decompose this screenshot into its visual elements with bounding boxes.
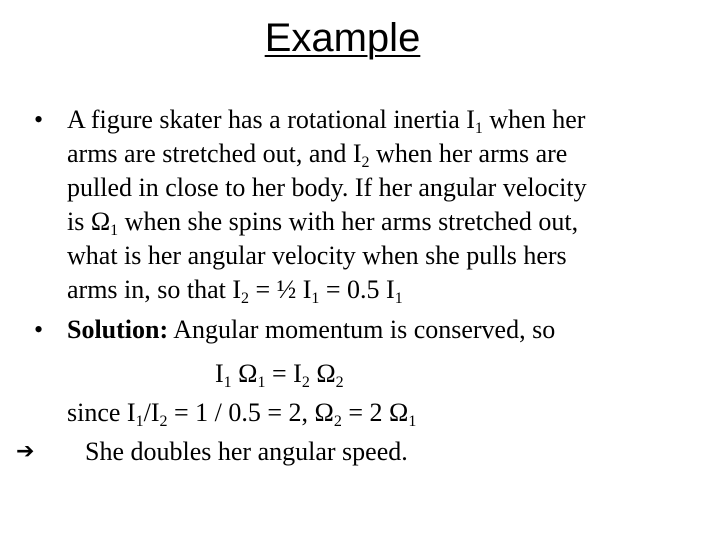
bullet-marker: • [34, 315, 44, 344]
bullet-text: arms are stretched out, and $I_2$ when her arms are [67, 139, 568, 171]
bullet-text: pulled in close to her body. If her angular velocity [67, 173, 587, 202]
bullet-text: arms in, so that $I_2$ = ½ $I_1 = 0.5$ $I_1$ [67, 275, 403, 307]
bullet-text: A figure skater has a rotational inertia $I_1$ when her [67, 105, 586, 137]
bullet-text: Solution: Angular momentum is conserved, so [67, 315, 556, 344]
bullet-text: is $\Omega_1$ when she spins with her arms stretched out, [67, 207, 579, 239]
equation: $I_1$ $\Omega_1 = I_2$ $\Omega_2$ [215, 359, 344, 391]
slide-title: Example [264, 16, 421, 60]
since-text: since $I_1/I_2 = 1 / 0.5 = 2$, $\Omega_2 = 2$ $\Omega_1$ [67, 398, 417, 430]
conclusion-text: She doubles her angular speed. [85, 437, 408, 466]
arrow-right-icon: ➔ [16, 439, 35, 464]
bullet-text: what is her angular velocity when she pulls hers [67, 241, 567, 270]
bullet-marker: • [34, 105, 44, 134]
